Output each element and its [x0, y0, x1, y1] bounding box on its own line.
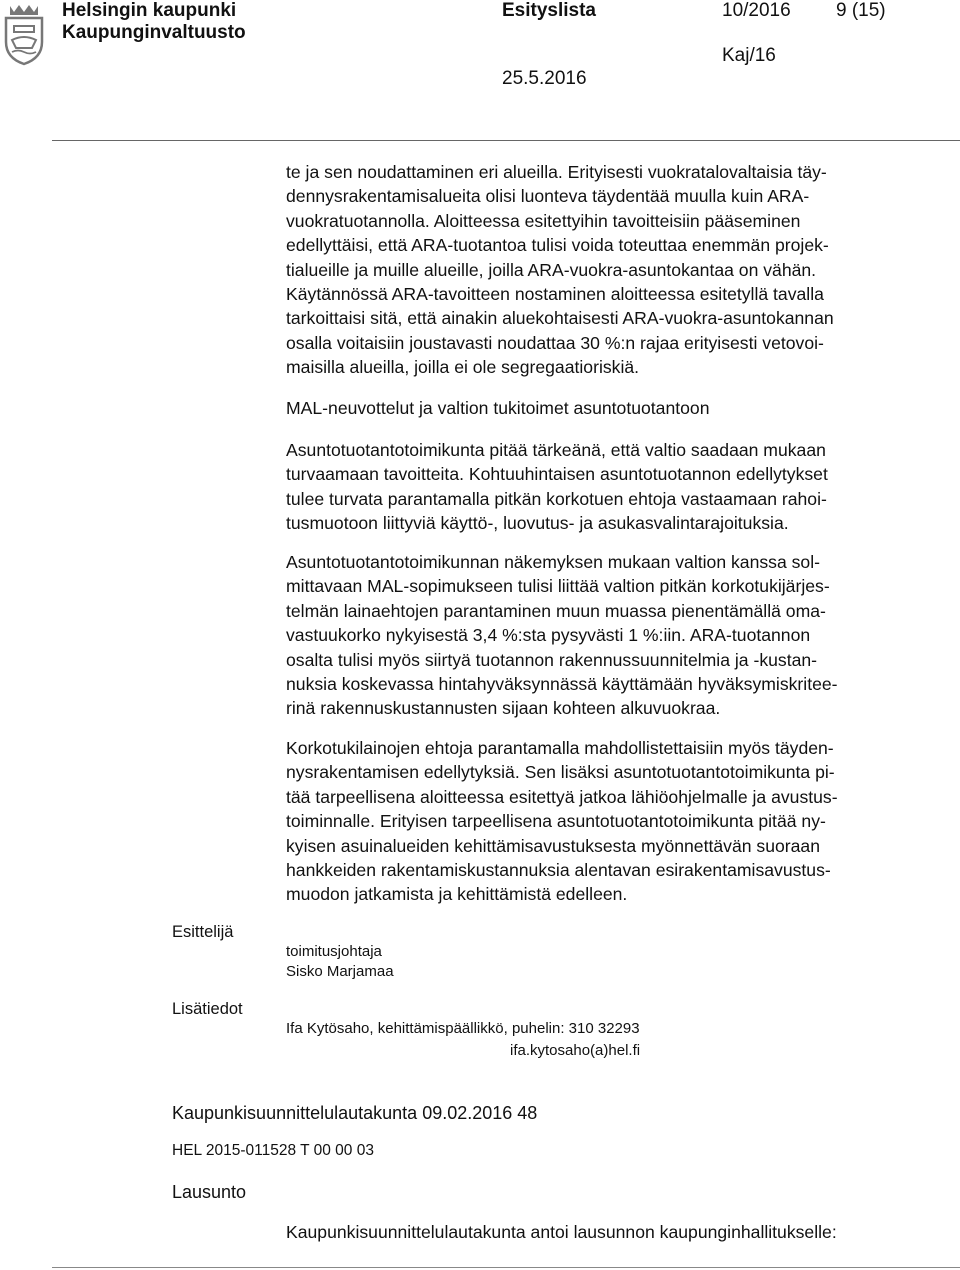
presenter-name: Sisko Marjamaa	[286, 963, 394, 980]
presenter-title: toimitusjohtaja	[286, 943, 382, 960]
statement-label: Lausunto	[172, 1182, 247, 1202]
committee-heading: Kaupunkisuunnittelulautakunta 09.02.2016 48	[172, 1103, 538, 1123]
item-code: Kaj/16	[722, 45, 776, 66]
info-contact: Ifa Kytösaho, kehittämispäällikkö, puhelin: 310 32293	[286, 1020, 640, 1037]
info-email: ifa.kytosaho(a)hel.fi	[510, 1042, 641, 1059]
council-name: Kaupunginvaltuusto	[62, 22, 246, 43]
paragraph-interest-subsidy: Korkotukilainojen ehtoja parantamalla mahdollistettaisiin myös täyden- nysrakentamisen edellytyksiä. Sen lisäksi asuntotuotantotoimikunta pi- tää tarpeellisena aloitteessa esitettyä jatkoa lähiöohjelmalle ja avustus- toiminnalle. Erityisen tarpeellisena asuntotuotantotoimikunta pitää ny- kyisen asuinalueiden kehittämisavustuksesta myönnettävän suoraan hankkeiden rakentamiskustannuksia alentavan esirakentamisavustus- muodon jatkamista ja kehittämistä edelleen.	[286, 738, 838, 905]
helsinki-coat-of-arms-logo	[2, 2, 46, 66]
paragraph-state-support: Asuntotuotantotoimikunta pitää tärkeänä, että valtio saadaan mukaan turvaamaan tavoitteita. Kohtuuhintaisen asuntotuotannon edellytykset tulee turvata parantamalla pitkän korkotuen ehtoja vastaamaan rahoi- tusmuotoon liittyviä käyttö-, luovutus- ja asukasvalintarajoituksia.	[286, 440, 828, 534]
section-heading-mal: MAL-neuvottelut ja valtion tukitoimet asuntotuotantoon	[286, 398, 710, 418]
info-label: Lisätiedot	[172, 1000, 243, 1018]
agenda-number: 10/2016	[722, 0, 791, 21]
case-id: HEL 2015-011528 T 00 00 03	[172, 1142, 374, 1159]
page-number: 9 (15)	[836, 0, 886, 21]
presenter-label: Esittelijä	[172, 923, 234, 941]
paragraph-mal-agreement: Asuntotuotantotoimikunnan näkemyksen mukaan valtion kanssa sol- mittavaan MAL-sopimukseen tulisi liittää valtion pitkän korkotukijärjes- telmän lainaehtojen parantaminen muun muassa pienentämällä oma- vastuukorko nykyisestä 3,4 %:sta pysyvästi 1 %:iin. ARA-tuotannon osalta tulisi myös siirtyä tuotannon rakennussuunnitelmia ja -kustan- nuksia koskevassa hintahyväksynnässä käyttämään hyväksymiskritee- rinä rakennuskustannusten sijaan kohteen alkuvuokraa.	[286, 552, 838, 719]
header-divider	[52, 140, 960, 141]
footer-divider	[52, 1267, 960, 1268]
document-type: Esityslista	[502, 0, 596, 21]
org-name: Helsingin kaupunki	[62, 0, 237, 21]
meeting-date: 25.5.2016	[502, 68, 587, 89]
statement-text: Kaupunkisuunnittelulautakunta antoi lausunnon kaupunginhallitukselle:	[286, 1222, 837, 1242]
paragraph-ara-targets: te ja sen noudattaminen eri alueilla. Erityisesti vuokratalovaltaisia täy- dennysrakentamisalueita olisi luonteva täydentää muulla kuin ARA- vuokratuotannolla. Aloitteessa esitettyihin tavoitteisiin pääseminen edellyttäisi, että ARA-tuotantoa tulisi voida toteuttaa enemmän projek- tialueille ja muille alueille, joilla ARA-vuokra-asuntokantaa on vähän. Käytännössä ARA-tavoitteen nostaminen aloitteessa esitetyllä tavalla tarkoittaisi sitä, että ainakin aluekohtaisesti ARA-vuokra-asuntokannan osalla voitaisiin joustavasti noudattaa 30 %:n rajaa erityisesti vetovoi- maisilla alueilla, joilla ei ole segregaatioriskiä.	[286, 162, 834, 378]
